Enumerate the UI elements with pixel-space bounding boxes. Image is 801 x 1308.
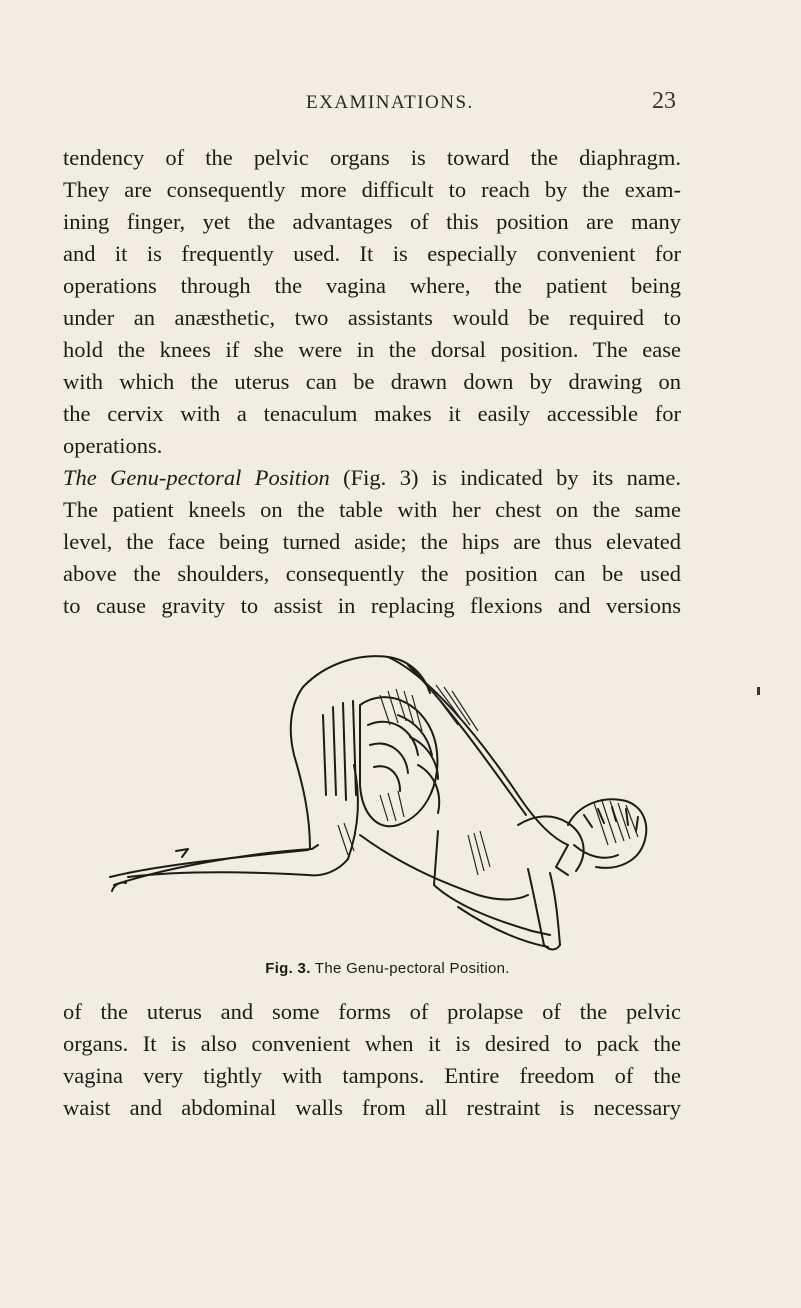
figure-caption	[0, 960, 801, 977]
paragraph-2	[63, 462, 681, 622]
page-header	[0, 88, 801, 122]
text-line: level, the face being turned aside; the hips are thus elevated	[63, 529, 681, 554]
text-line: operations.	[63, 433, 163, 458]
text-line: the cervix with a tenaculum makes it easily accessible for	[63, 401, 681, 426]
figure-label: Fig. 3.	[265, 960, 311, 977]
page-number: 23	[652, 88, 676, 114]
text-line: above the shoulders, consequently the position can be used	[63, 561, 681, 586]
text-line	[63, 462, 681, 494]
genu-pectoral-illustration	[98, 645, 658, 957]
running-head: EXAMINATIONS.	[306, 92, 474, 113]
text-line: operations through the vagina where, the patient being	[63, 273, 681, 298]
paragraph-1	[63, 142, 681, 462]
text-line: tendency of the pelvic organs is toward the diaphragm.	[63, 145, 681, 170]
text-line: of the uterus and some forms of prolapse of the pelvic	[63, 999, 681, 1024]
text-line: hold the knees if she were in the dorsal position. The ease	[63, 337, 681, 362]
text-line: vagina very tightly with tampons. Entire freedom of the	[63, 1063, 681, 1088]
text-line: under an anæsthetic, two assistants would be required to	[63, 305, 681, 330]
text-line: They are consequently more difficult to reach by the exam-	[63, 177, 681, 202]
text-line: and it is frequently used. It is especially convenient for	[63, 241, 681, 266]
text-fragment: (Fig. 3) is indicated by its name.	[329, 465, 681, 490]
print-speck	[757, 687, 760, 695]
paragraph-3	[63, 996, 681, 1124]
text-line: ining finger, yet the advantages of this position are many	[63, 209, 681, 234]
section-heading-italic: The Genu-pectoral Position	[63, 465, 330, 490]
figure-caption-text: The Genu-pectoral Position.	[314, 960, 510, 977]
text-line: waist and abdominal walls from all restraint is necessary	[63, 1095, 681, 1120]
text-line: The patient kneels on the table with her chest on the same	[63, 497, 681, 522]
text-line: with which the uterus can be drawn down by drawing on	[63, 369, 681, 394]
text-line: to cause gravity to assist in replacing flexions and versions	[63, 593, 681, 618]
text-line: organs. It is also convenient when it is desired to pack the	[63, 1031, 681, 1056]
